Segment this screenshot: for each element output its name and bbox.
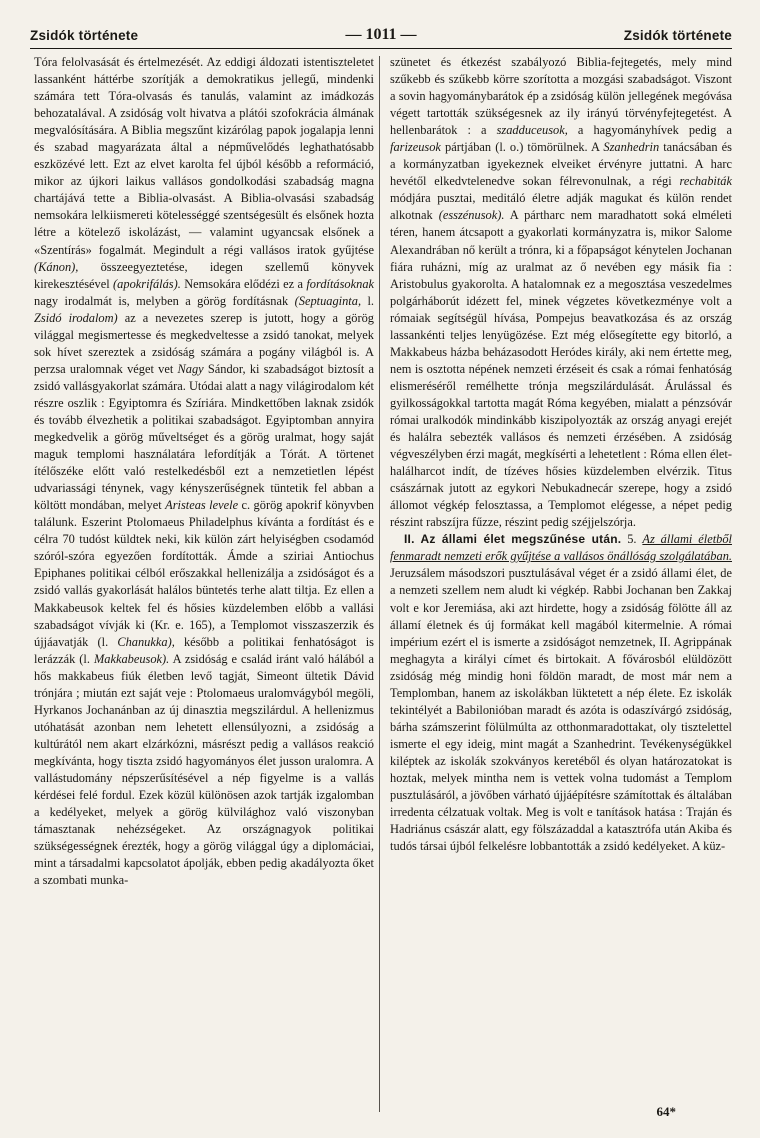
term-septuaginta: (Septuaginta,: [294, 293, 362, 308]
term-apokrifalas: (apokrifálás).: [113, 276, 181, 291]
term-kanon: (Kánon),: [34, 259, 79, 274]
running-header: [30, 22, 732, 49]
section-paragraph: II. Az állami élet megszűnése után. 5. Az állami életből fenmaradt nemzeti erők gyűjtése a vallásos önállóság szolgálatában. Jeruzsálem másodszori pusztulásával véget ér a zsidó állami élet, de a nemzeti szellem nem aludt ki végkép. Rabbi Jochanan ben Zakkaj volt e kor Jeremiása, aki azt hirdette, hogy a zsidóság fölötte áll az államí életnek és új formákat kell magából kitermelnie. A római impérium ezért el is ismerte a zsidóságot nemzetnek, II. Agrippának meghagyta a királyi címet és birtokait. A fővárosból elüldözött zsidóság még mindig honi földön maradt, de most már nem a Templomban, hanem az iskolákban lüktetett a nép élete. Ez iskolák tekintélyét a Babilonióban maradt és azóta is odaszívárgó zsidóság, bárha számszerint fölülmúlta az otthonmaradottakat, oly tisztelettel ismerte el egy ideig, mint magát a Szanhedrint. Tevékenységükkel kiléptek az iskolák szokványos keretéből és olyan határozatokat is hoztak, melyek mintha nem is vettek volna tudomást a Templom pusztulásáról, a jövőben várható újjáépítésre számítottak és általában irredenta célzatuak voltak. Meg is volt e tanítások hatása : Traján és Hadriánus császár alatt, egy fölszázaddal a katasztrófa után Akiba és tudós társai újból felkelésre lobbantották a zsidó kedélyeket. A küz-: [390, 532, 732, 854]
left-column: [34, 54, 374, 889]
header-page-number: — 1011 —: [345, 26, 417, 43]
term-esszenusok: (esszénusok).: [438, 208, 505, 223]
right-column-text: szünetet és étkezést szabályozó Biblia-fejtegetés, mely mind szűkebb és szűkebb körre szorította a mozgási szabadságot. Viszont a sovin hagyománybarátok ép a zsidóság külön jellegének megóvása végett tartották szükségesnek az ily irányú törvényfejtegetést. A hellenbarátok : a szadduceusok, a hagyományhívek pedig a farizeusok pártjában (l. o.) tömörülnek. A Szanhedrin tanácsában és a kormányzatban igyekeznek elveiket érvényre juttatni. A harc hevétől elkedvtelenedve sokan félrevonulnak, a régi rechabiták módjára pusztai, meditáló életre adják magukat és külön rendet alkotnak (esszénusok). A pártharc nem maradhatott soká elméleti téren, hanem átcsapott a gyakorlati kormányzatra is, mikor Salome Alexandrában nő került a trónra, ki a főpapságot kénytelen Jochanan fiára ruházni, míg az uralmat az ő nevében egy másik fia : Aristobulus gyakorolta. A hatalomnak ez a megosztása veszedelmes polgárháborút idézett fel, minek végzetes következménye volt a rómaiak segítségül hívása, Pompejus beavatkozása és az ország lassankénti teljes lenyügözése. Ezt még elősegítette egy bitorló, a Makkabeus házba beházasodott Heródes király, aki nem értette meg, nem is osztotta népének nemzeti érzéseit és csak a római fenhatóság elismeréséről remélhette trónja megszilárdulását. Árulással és gyilkosságokkal tartotta magát Róma kegyében, mialatt a pénzsóvár római uralkodók mindinkább kiszipolyozták az ország anyagi erejét és halálra sebezték vallásos és nemzeti érzésében. A zsidóság végveszélyben érzi magát, megkísérti a lehetetlent : Róma ellen élet-halálharcot indít, de tízéves hősies küzdelemben elvérzik. Titus császárnak jutott az egykori Nebukadnecár szerepe, hogy a zsidó állomot végkép felosztassa, a Templomot elégesse, a népet pedig részint rabszíjra fűzze, részint pedig széjjelszórja.: [390, 55, 732, 530]
term-aristeas-levele: Aristeas levele: [165, 498, 239, 513]
section-number: 5.: [621, 532, 643, 547]
header-left-title: Zsidók története: [30, 27, 139, 43]
crossref-nagy: Nagy: [177, 361, 204, 376]
term-rechabitak: rechabiták: [679, 174, 732, 189]
crossref-makkabeusok: Makkabeusok).: [93, 651, 170, 666]
crossref-chanukka: Chanukka),: [117, 634, 175, 649]
term-farizeusok: farizeusok: [390, 140, 441, 155]
crossref-zsido-irodalom: Zsidó irodalom): [34, 310, 118, 325]
header-right-title: Zsidók története: [623, 27, 732, 43]
column-divider: [379, 56, 380, 1112]
section-heading: II. Az állami élet megszűnése után.: [404, 532, 622, 547]
term-szadduceusok: szadduceusok,: [496, 123, 568, 138]
left-column-text: Tóra felolvasását és értelmezését. Az eddigi áldozati istentiszteletet lassanként háttérbe szorítják a demokratikus jellegű, mindenki számára tett Tóra-olvasás és tanulás, valamint az imádkozás behozatalával. A zsidóság volt hivatva a plátói szofokrácia álmának megvalósítására. A Biblia megszűnt kizárólag papok jogalapja lenni és szabad magyarázata által a népművelődés leghathatósabb eszközévé lett. Ezt az elvet karolta fel újból később a reformáció, mikor az újkori laikus vallásos gondolkodási szabadság magna chartájává tette a Biblia-olvasást. A Biblia-olvasási szabadság nemsokára lelkiismereti kötelességgé szentségesült és elsőnek hozta létre a kötelező iskolázást, — valamint ugyancsak elsőnek a «Szentírás» fogalmát. Megindult a régi vallásos iratok gyűjtése (Kánon), összeegyeztetése, idegen szellemű könyvek kirekesztésével (apokrifálás). Nemsokára elődézi ez a fordításoknak nagy irodalmát is, melyben a görög fordításnak (Septuaginta, l. Zsidó irodalom) az a nevezetes szerep is jutott, hogy a görög világgal megismertesse és megkedveltesse a zsidó tanokat, melyek sok hívet szereztek a zsidóság számára a pogány világból is. A perzsa uralomnak véget vet Nagy Sándor, ki szabadságot biztosít a zsidó vallásgyakorlat számára. Utódai alatt a nagy világirodalom két részre oszlik : Egyiptomra és Szíriára. Mindkettőben laknak zsidók és tovább élvezhetik a politikai szabadságot. Egyiptomban annyira megkedvelik a görög műveltséget és a görög uralmat, hogy saját maguk templomi használatára lefordítják a Tórát. A törtenet ítélőszéke előtt való restelkedésből ezt a nemzetietlen lépést udvariassági ténynek, vagy kényszerűségnek tüntetik fel abban a költött mondában, melyet Aristeas levele c. görög apokrif könyvben találunk. Eszerint Ptolomaeus Philadelphus kívánta a fordítást és e célra 70 tudóst küldtek neki, kik külön zárt helyiségben csodamód szóról-szóra egyezően fordították. Ámde a sziriai Antiochus Epiphanes politikai célból erőszakkal hellenizálja a zsidóságot és a zsidó vallás gyakorlását halálos büntetés terhe alatt tiltja. Ez ellen a Makkabeusok keltek fel és hősies küzdelemben előbb a vallási szabadságot vívják ki (Kr. e. 165), a Templomot visszaszerzik és újjáavatják (l. Chanukka), később a politikai fenhatóságot is lerázzák (l. Makkabeusok). A zsidóság e család iránt való hálából a hős makkabeus fiúk életben levő tagját, Simeont ültetik Dávid trónjára ; miután ezt saját veje : Ptolomaeus uralomvágyból megöli, Hyrkanos Jochanánban az új dinasztia megszilárdul. A hellenizmus utóhatását azonban nem lehetett ellensúlyozni, a zsidóság a kultúrától nem akart elzárkózni, másrészt pedig a vallásos reakció megkívánta, hogy tiszta zsidó hagyományos élet jusson uralomra. A vallástudomány népszerűsítésével a nép figyelme is a vallás kérdései felé fordul. Ezek közül különösen azok tartják izgalomban a kedélyeket, melyek a görög külvilághoz való viszonyban támasztanak nehézségeket. Az országnagyok politikai szükségességnek érezték, hogy a görög világgal úgy a diplomáciai, mint a társadalmi kapcsolatot ápolják, ebben pedig akadályozta őket a szombati munka-: [34, 55, 375, 888]
term-forditasoknak: fordításoknak: [306, 276, 375, 291]
term-szanhedrin: Szanhedrin: [603, 140, 660, 155]
right-column: [390, 54, 732, 855]
signature-mark: 64*: [656, 1104, 676, 1119]
section-subtitle: Az állami életből fenmaradt nemzeti erők gyűjtése a vallásos önállóság szolgálatában.: [390, 532, 732, 564]
